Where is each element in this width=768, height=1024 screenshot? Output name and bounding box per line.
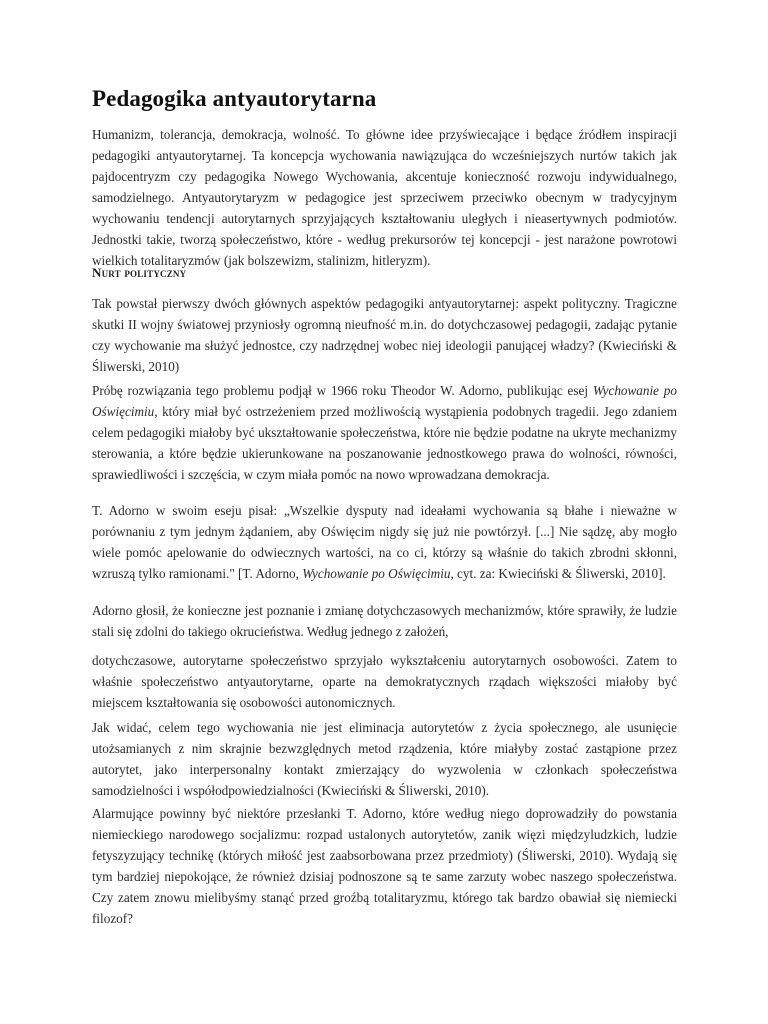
paragraph-alarming-premises: Alarmujące powinny być niektóre przesłanki T. Adorno, które według niego doprowadziły do powstania niemieckiego narodowego socjalizmu: rozpad ustalonych autorytetów, zanik więzi międzyludzkich, ludzie fetyszyzujący technikę (których miłość jest zaabsorbowana przez przedmioty) (Śliwerski, 2010). Wydają się tym bardziej niepokojące, że również dzisiaj podnoszone są te same zarzuty wobec naszego społeczeństwa. Czy zatem znowu mielibyśmy stanąć przed groźbą totalitaryzmu, którego tak bardzo obawiał się niemiecki filozof?	[92, 806, 677, 926]
text-run: T. Adorno w swoim eseju pisał: „Wszelkie dysputy nad ideałami wychowania są błahe i nieważne w porównaniu z tym jednym żądaniem, aby Oświęcim nigdy się już nie powtórzył. [...] Nie sądzę, aby mogło wiele pomóc apelowanie do odwiecznych wartości, na co ci, którzy są właśnie do takich zbrodni skłonni, wzruszą tylko ramionami." [T. Adorno,	[92, 503, 677, 581]
paragraph-adorno-claim: Adorno głosił, że konieczne jest poznanie i zmianę dotychczasowych mechanizmów, które sprawiły, że ludzie stali się zdolni do takiego okrucieństwa. Według jednego z założeń,	[92, 603, 677, 639]
paragraph-political-aspect: Tak powstał pierwszy dwóch głównych aspektów pedagogiki antyautorytarnej: aspekt polityczny. Tragiczne skutki II wojny światowej przyniosły ogromną nieufność m.in. do dotychczasowej pedagogii, zadając pytanie czy wychowanie ma służyć jednostce, czy nadrzędnej wobec niej ideologii panującej władzy? (Kwieciński & Śliwerski, 2010)	[92, 296, 677, 374]
paragraph-authoritarian-society: dotychczasowe, autorytarne społeczeństwo sprzyjało wykształceniu autorytarnych osobowości. Zatem to właśnie społeczeństwo antyautorytarne, oparte na demokratycznych rządach większości miałoby być miejscem kształtowania się osobowości autonomicznych.	[92, 653, 677, 710]
text-run: Próbę rozwiązania tego problemu podjął w 1966 roku Theodor W. Adorno, publikując esej	[92, 383, 593, 398]
text-run: , cyt. za: Kwieciński & Śliwerski, 2010].	[450, 566, 666, 581]
paragraph-adorno-quote	[92, 500, 677, 584]
essay-title: Wychowanie po Oświęcimiu	[302, 566, 451, 581]
essay-title: Wychowanie po Oświęcimiu	[92, 383, 677, 419]
paragraph-adorno-essay	[92, 380, 677, 485]
paragraph-intro: Humanizm, tolerancja, demokracja, wolność. To główne idee przyświecające i będące źródłem inspiracji pedagogiki antyautorytarnej. Ta koncepcja wychowania nawiązująca do wcześniejszych nurtów takich jak pajdocentryzm czy pedagogika Nowego Wychowania, akcentuje konieczność rozwoju indywidualnego, samodzielnego. Antyautorytaryzm w pedagogice jest sprzeciwem przeciwko obecnym w tradycyjnym wychowaniu tendencji autorytarnych sprzyjających kształtowaniu uległych i nieasertywnych podmiotów. Jednostki takie, tworzą społeczeństwo, które - według prekursorów tej koncepcji - jest narażone powrotowi wielkich totalitaryzmów (jak bolszewizm, stalinizm, hitleryzm).	[92, 127, 677, 268]
document-title: Pedagogika antyautorytarna	[92, 86, 377, 111]
paragraph-education-goal: Jak widać, celem tego wychowania nie jest eliminacja autorytetów z życia społecznego, ale usunięcie utożsamianych z nim skrajnie bezwzględnych metod rządzenia, które miałyby zostać zastąpione przez autorytet, jako interpersonalny kontakt zmierzający do wyzwolenia w członkach społeczeństwa samodzielności i współodpowiedzialności (Kwieciński & Śliwerski, 2010).	[92, 720, 677, 798]
section-heading: Nurt polityczny	[92, 265, 187, 280]
text-run: , który miał być ostrzeżeniem przed możliwością wystąpienia podobnych tragedii. Jego zdaniem celem pedagogiki miałoby być ukształtowanie społeczeństwa, które nie będzie podatne na ukryte mechanizmy sterowania, a które będzie ukierunkowane na poszanowanie jednostkowego prawa do wolności, równości, sprawiedliwości i szczęścia, w czym miała pomóc na nowo wprowadzana demokracja.	[92, 404, 677, 482]
